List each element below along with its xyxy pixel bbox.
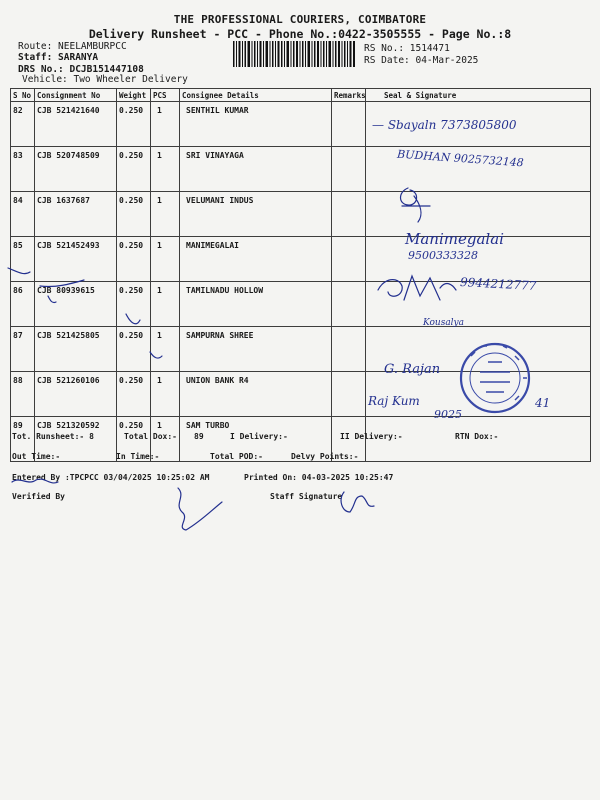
vehicle-label: Vehicle: Two Wheeler Delivery [22, 74, 188, 85]
in-time: In Time:- [116, 452, 160, 461]
cell-consignment: CJB 520748509 [35, 147, 117, 192]
col-header-remarks: Remarks [332, 89, 366, 102]
i-delivery: I Delivery:- [230, 432, 288, 441]
cell-sno: 84 [11, 192, 35, 237]
cell-weight: 0.250 [117, 372, 151, 417]
total-dox-label: Total Dox:- [124, 432, 177, 441]
delvy-points: Delvy Points:- [291, 452, 359, 461]
cell-sno: 85 [11, 237, 35, 282]
printed-on: Printed On: 04-03-2025 10:25:47 [244, 473, 394, 482]
total-runsheet: Tot. Runsheet:- 8 [12, 432, 94, 441]
cell-consignee: SAMPURNA SHREE [180, 327, 332, 372]
handwritten-phone-85: 9500333328 [408, 249, 478, 262]
handwritten-phone-86: 9944212777 [459, 275, 537, 293]
cell-weight: 0.250 [117, 102, 151, 147]
cell-pcs: 1 [151, 372, 180, 417]
cell-consignee: SRI VINAYAGA [180, 147, 332, 192]
rs-date: RS Date: 04-Mar-2025 [364, 55, 479, 66]
signature-scribble-84 [401, 188, 431, 222]
cell-pcs: 1 [151, 237, 180, 282]
cell-sno: 82 [11, 102, 35, 147]
cell-weight: 0.250 [117, 417, 151, 462]
cell-weight: 0.250 [117, 147, 151, 192]
total-pod: Total POD:- [210, 452, 263, 461]
col-header-sno: S No [11, 89, 35, 102]
cell-consignee: VELUMANI INDUS [180, 192, 332, 237]
margin-mark-86 [8, 268, 84, 287]
cell-consignee: UNION BANK R4 [180, 372, 332, 417]
staff-signature-mark [341, 492, 374, 512]
cell-weight: 0.250 [117, 237, 151, 282]
margin-mark-87 [48, 296, 140, 324]
rtn-dox: RTN Dox:- [455, 432, 499, 441]
handwritten-signature-85: Manimegalai [405, 230, 504, 248]
runsheet-subtitle: Delivery Runsheet - PCC - Phone No.:0422-3505555 - Page No.:8 [88, 27, 512, 41]
cell-consignment: CJB 521452493 [35, 237, 117, 282]
handwritten-signature-88: G. Rajan [384, 362, 441, 377]
cell-consignee: MANIMEGALAI [180, 237, 332, 282]
col-header-consignee: Consignee Details [180, 89, 332, 102]
total-dox-value: 89 [194, 432, 204, 441]
cell-consignment: CJB 80939615 [35, 282, 117, 327]
cell-consignment: CJB 1637687 [35, 192, 117, 237]
cell-consignee: TAMILNADU HOLLOW [180, 282, 332, 327]
margin-mark-88 [150, 352, 162, 358]
cell-consignment: CJB 521421640 [35, 102, 117, 147]
entered-by-scribble [12, 479, 58, 483]
cell-consignment: CJB 521425805 [35, 327, 117, 372]
handwritten-phone-89: 9025 [434, 408, 462, 421]
col-header-weight: Weight [117, 89, 151, 102]
cell-weight: 0.250 [117, 282, 151, 327]
drs-number: DRS No.: DCJB151447108 [18, 64, 144, 75]
cell-consignment: CJB 521260106 [35, 372, 117, 417]
cell-sno: 86 [11, 282, 35, 327]
verified-by-signature [178, 488, 222, 530]
verified-by: Verified By [12, 492, 65, 501]
ii-delivery: II Delivery:- [340, 432, 403, 441]
cell-sno: 87 [11, 327, 35, 372]
cell-pcs: 1 [151, 147, 180, 192]
signature-scribble-86 [378, 276, 456, 300]
cell-pcs: 1 [151, 417, 180, 462]
rs-number: RS No.: 1514471 [364, 43, 450, 54]
cell-pcs: 1 [151, 282, 180, 327]
cell-sno: 88 [11, 372, 35, 417]
company-title: THE PROFESSIONAL COURIERS, COIMBATORE [173, 13, 427, 26]
route-label: Route: NEELAMBURPCC [18, 41, 127, 52]
staff-signature-label: Staff Signature [270, 492, 343, 501]
cell-pcs: 1 [151, 192, 180, 237]
cell-consignee: SAM TURBO [180, 417, 332, 462]
col-header-consignment: Consignment No [35, 89, 117, 102]
entered-by: Entered By :TPCPCC 03/04/2025 10:25:02 AM [12, 473, 210, 482]
col-header-pcs: PCS [151, 89, 180, 102]
handwritten-signature-83: BUDHAN 9025732148 [396, 147, 525, 170]
col-header-seal: Seal & Signature [366, 89, 591, 102]
cell-weight: 0.250 [117, 192, 151, 237]
cell-pcs: 1 [151, 102, 180, 147]
cell-sno: 83 [11, 147, 35, 192]
handwritten-mark-89: 41 [535, 396, 551, 410]
cell-pcs: 1 [151, 327, 180, 372]
staff-label: Staff: SARANYA [18, 52, 99, 63]
handwritten-signature-89: Raj Kum [368, 394, 420, 408]
handwritten-signature-82: — Sbayaln 7373805800 [372, 118, 517, 132]
cell-consignee: SENTHIL KUMAR [180, 102, 332, 147]
handwritten-signature-87: Kousalya [423, 318, 465, 328]
company-stamp-icon [461, 344, 529, 412]
out-time: Out Time:- [12, 452, 61, 461]
cell-sno: 89 [11, 417, 35, 462]
cell-consignment: CJB 521320592 [35, 417, 117, 462]
cell-weight: 0.250 [117, 327, 151, 372]
